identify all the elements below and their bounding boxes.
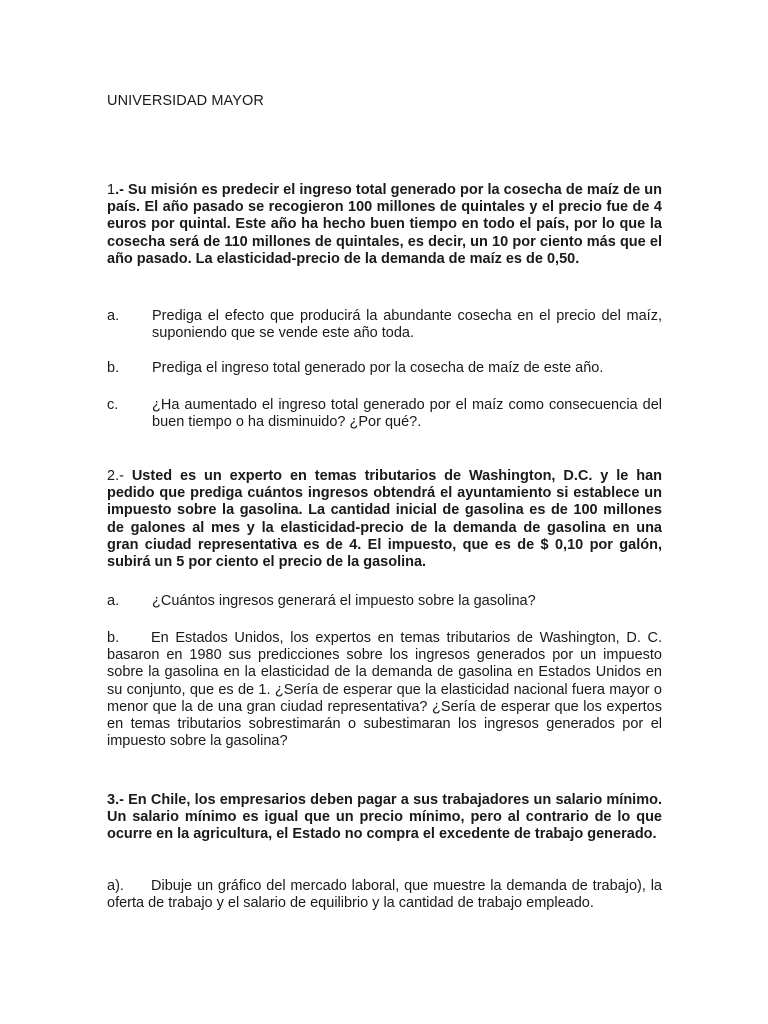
question-2 — [107, 468, 662, 571]
question-1-number: 1 — [107, 182, 116, 198]
item-label: b. — [107, 360, 120, 376]
question-1-item-a — [107, 308, 662, 342]
question-3 — [107, 792, 662, 844]
item-label: a). — [107, 878, 124, 894]
question-2-item-a — [107, 593, 662, 610]
item-text: En Estados Unidos, los expertos en temas tributarios de Washington, D. C. basaron en 1980 sus predicciones sobre los ingresos generados por un impuesto sobre la gasolina en la elasticidad de la demanda de gasolina en Estados Unidos en su conjunto, que es de 1. ¿Sería de esperar que la elasticidad nacional fuera mayor o menor que la de una gran ciudad representativa? ¿Sería de esperar que los expertos en temas tributarios sobrestimarán o subestimaran los ingresos generados por el impuesto sobre la gasolina? — [107, 630, 662, 750]
question-3-text: En Chile, los empresarios deben pagar a sus trabajadores un salario mínimo. Un salario mínimo es igual que un precio mínimo, pero al contrario de lo que ocurre en la agricultura, el Estado no compra el excedente de trabajo generado. — [107, 792, 662, 843]
question-3-item-a — [107, 878, 662, 912]
question-1 — [107, 182, 662, 268]
item-text: ¿Ha aumentado el ingreso total generado por el maíz como consecuencia del buen tiempo o ha disminuido? ¿Por qué?. — [152, 397, 662, 431]
item-text: Dibuje un gráfico del mercado laboral, que muestre la demanda de trabajo), la oferta de trabajo y el salario de equilibrio y la cantidad de trabajo empleado. — [107, 878, 662, 912]
item-text: ¿Cuántos ingresos generará el impuesto sobre la gasolina? — [152, 593, 536, 609]
question-3-number: 3.- — [107, 792, 124, 808]
item-label: c. — [107, 397, 119, 413]
item-label: b. — [107, 630, 120, 646]
question-1-text: .- Su misión es predecir el ingreso total generado por la cosecha de maíz de un país. El año pasado se recogieron 100 millones de quintales y el precio fue de 4 euros por quintal. Este año ha hecho buen tiempo en todo el país, por lo que la cosecha será de 110 millones de quintales, es decir, un 10 por ciento más que el año pasado. La elasticidad-precio de la demanda de maíz es de 0,50. — [107, 182, 662, 267]
item-label: a. — [107, 593, 120, 609]
item-text: Prediga el ingreso total generado por la cosecha de maíz de este año. — [152, 360, 604, 376]
university-header: UNIVERSIDAD MAYOR — [107, 93, 264, 109]
item-label: a. — [107, 308, 120, 324]
question-2-number: 2.- — [107, 468, 124, 484]
item-text: Prediga el efecto que producirá la abundante cosecha en el precio del maíz, suponiendo que se vende este año toda. — [152, 308, 662, 342]
question-2-item-b — [107, 630, 662, 750]
question-2-text: Usted es un experto en temas tributarios de Washington, D.C. y le han pedido que prediga cuántos ingresos obtendrá el ayuntamiento si establece un impuesto sobre la gasolina. La cantidad inicial de gasolina es de 100 millones de galones al mes y la elasticidad-precio de la demanda de gasolina en una gran ciudad representativa es de 4. El impuesto, que es de $ 0,10 por galón, subirá un 5 por ciento el precio de la gasolina. — [107, 468, 662, 571]
question-1-item-c — [107, 397, 662, 431]
question-1-item-b — [107, 360, 662, 377]
